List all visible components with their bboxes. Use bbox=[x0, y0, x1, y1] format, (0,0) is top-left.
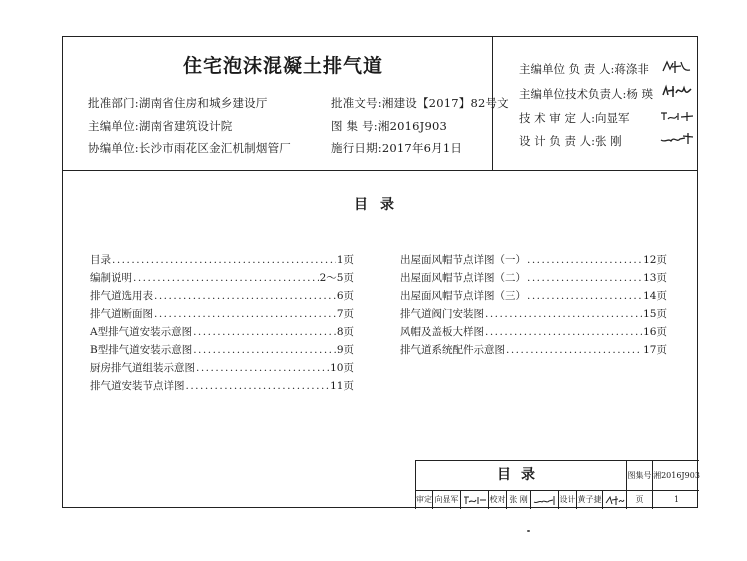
signature-image bbox=[661, 83, 693, 99]
toc-entry-page: 9页 bbox=[336, 344, 354, 356]
check-signature-cell bbox=[530, 490, 558, 509]
toc-entry-title: A型排气道安装示意图 bbox=[90, 326, 193, 338]
responsible-role: 主编单位 负 责 人: bbox=[519, 62, 615, 76]
co-unit-value: 长沙市雨花区金汇机制烟管厂 bbox=[138, 141, 291, 155]
toc-leader bbox=[193, 323, 336, 341]
toc-entry bbox=[90, 269, 354, 287]
toc-entry-page: 6页 bbox=[336, 290, 354, 302]
toc-entry bbox=[90, 323, 354, 341]
approval-dept-value: 湖南省住房和城乡建设厅 bbox=[138, 96, 268, 110]
check-label-cell: 校对 bbox=[488, 490, 506, 509]
review-name-cell: 向显军 bbox=[432, 490, 460, 509]
toc-entry-page: 1页 bbox=[336, 254, 354, 266]
toc-entry-page: 15页 bbox=[643, 308, 667, 320]
responsible-row bbox=[519, 110, 630, 126]
toc-entry bbox=[400, 269, 667, 287]
toc-entry-page: 11页 bbox=[330, 380, 354, 392]
title-block-bottom-row bbox=[416, 490, 699, 509]
atlas-no-value: 湘2016J903 bbox=[377, 119, 448, 133]
co-unit-row bbox=[88, 140, 291, 156]
toc-entry bbox=[400, 287, 667, 305]
title-block bbox=[415, 460, 699, 509]
toc-entry-title: 厨房排气道组装示意图 bbox=[90, 362, 195, 374]
atlas-no-label-cell: 图集号 bbox=[626, 461, 652, 490]
atlas-no-row bbox=[331, 118, 447, 134]
toc-entry bbox=[90, 341, 354, 359]
responsible-name: 张 刚 bbox=[595, 134, 622, 148]
toc-entry-page: 2～5页 bbox=[319, 272, 354, 284]
atlas-no-cell: 湘2016J903 bbox=[652, 461, 700, 490]
approval-dept-label: 批准部门: bbox=[88, 96, 139, 110]
effective-date-row bbox=[331, 140, 462, 156]
toc-leader bbox=[154, 287, 336, 305]
signature-image bbox=[661, 59, 693, 75]
design-signature-cell bbox=[602, 490, 626, 509]
toc-entry-page: 17页 bbox=[643, 344, 667, 356]
toc-leader bbox=[527, 287, 642, 305]
toc-entry-page: 12页 bbox=[643, 254, 667, 266]
page-label-cell: 页 bbox=[626, 490, 652, 509]
toc-entry bbox=[90, 377, 354, 395]
toc-entry-page: 8页 bbox=[336, 326, 354, 338]
toc-leader bbox=[112, 251, 336, 269]
responsible-name: 蒋涤非 bbox=[614, 62, 649, 76]
scan-speck bbox=[527, 530, 530, 532]
toc-entry-title: 排气道选用表 bbox=[90, 290, 153, 302]
toc-entry-title: 目录 bbox=[90, 254, 111, 266]
title-block-name: 目录 bbox=[497, 467, 545, 483]
toc-entry-page: 10页 bbox=[330, 362, 354, 374]
toc-entry-title: 编制说明 bbox=[90, 272, 132, 284]
toc-entry-title: 出屋面风帽节点详图（三） bbox=[400, 290, 526, 302]
chief-unit-label: 主编单位: bbox=[88, 119, 139, 133]
toc-left-column bbox=[90, 251, 354, 395]
responsible-role: 设 计 负 责 人: bbox=[519, 134, 595, 148]
toc-right-column bbox=[400, 251, 667, 359]
toc-entry-page: 13页 bbox=[643, 272, 667, 284]
toc-entry bbox=[400, 323, 667, 341]
chief-unit-value: 湖南省建筑设计院 bbox=[138, 119, 233, 133]
header-divider bbox=[63, 170, 697, 171]
toc-entry-title: 排气道安装节点详图 bbox=[90, 380, 185, 392]
approval-no-value: 湘建设【2017】82号文 bbox=[381, 96, 509, 110]
responsible-row bbox=[519, 61, 649, 77]
toc-entry-title: B型排气道安装示意图 bbox=[90, 344, 193, 356]
toc-leader bbox=[154, 305, 336, 323]
responsible-role: 技 术 审 定 人: bbox=[519, 111, 595, 125]
toc-entry bbox=[90, 251, 354, 269]
toc-leader bbox=[485, 323, 642, 341]
toc-leader bbox=[527, 269, 642, 287]
signature-image bbox=[605, 494, 625, 506]
page-number-cell: 1 bbox=[652, 490, 700, 509]
signature-image bbox=[659, 131, 695, 145]
toc-entry-page: 7页 bbox=[336, 308, 354, 320]
signature-image bbox=[463, 494, 487, 506]
toc-leader bbox=[186, 377, 330, 395]
toc-leader bbox=[193, 341, 336, 359]
toc-entry bbox=[90, 305, 354, 323]
toc-entry-title: 排气道系统配件示意图 bbox=[400, 344, 505, 356]
approval-no-row bbox=[331, 95, 509, 111]
toc-leader bbox=[133, 269, 319, 287]
effective-date-value: 2017年6月1日 bbox=[381, 141, 463, 155]
toc-entry-page: 16页 bbox=[643, 326, 667, 338]
responsible-name: 杨 瑛 bbox=[626, 87, 654, 101]
design-name-cell: 黄子捷 bbox=[576, 490, 602, 509]
signature-image bbox=[533, 494, 557, 506]
approval-dept-row bbox=[88, 95, 268, 111]
check-name-cell: 张 刚 bbox=[506, 490, 530, 509]
toc-heading: 目录 bbox=[354, 197, 406, 213]
toc-entry-title: 出屋面风帽节点详图（二） bbox=[400, 272, 526, 284]
drawing-sheet bbox=[62, 36, 698, 508]
review-label-cell: 审定 bbox=[416, 495, 432, 504]
responsible-row bbox=[519, 133, 622, 149]
title-block-top-row bbox=[416, 461, 699, 491]
signature-image bbox=[659, 109, 695, 123]
atlas-no-label: 图 集 号: bbox=[331, 119, 378, 133]
toc-entry-title: 出屋面风帽节点详图（一） bbox=[400, 254, 526, 266]
toc-entry bbox=[400, 251, 667, 269]
toc-entry bbox=[400, 341, 667, 359]
approval-no-label: 批准文号: bbox=[331, 96, 382, 110]
toc-entry bbox=[90, 287, 354, 305]
toc-entry-title: 排气道断面图 bbox=[90, 308, 153, 320]
toc-entry-page: 14页 bbox=[643, 290, 667, 302]
atlas-title: 住宅泡沫混凝土排气道 bbox=[183, 55, 384, 77]
toc-leader bbox=[485, 305, 642, 323]
toc-leader bbox=[506, 341, 642, 359]
responsible-role: 主编单位技术负责人: bbox=[519, 87, 627, 101]
toc-entry bbox=[90, 359, 354, 377]
toc-leader bbox=[196, 359, 329, 377]
co-unit-label: 协编单位: bbox=[88, 141, 139, 155]
toc-leader bbox=[527, 251, 642, 269]
toc-entry-title: 风帽及盖板大样图 bbox=[400, 326, 484, 338]
toc-entry-title: 排气道阀门安装图 bbox=[400, 308, 484, 320]
toc-entry bbox=[400, 305, 667, 323]
review-signature-cell bbox=[460, 490, 488, 509]
responsible-row bbox=[519, 86, 653, 102]
chief-unit-row bbox=[88, 118, 232, 134]
design-label-cell: 设计 bbox=[558, 490, 576, 509]
effective-date-label: 施行日期: bbox=[331, 141, 382, 155]
responsible-name: 向显军 bbox=[595, 111, 630, 125]
